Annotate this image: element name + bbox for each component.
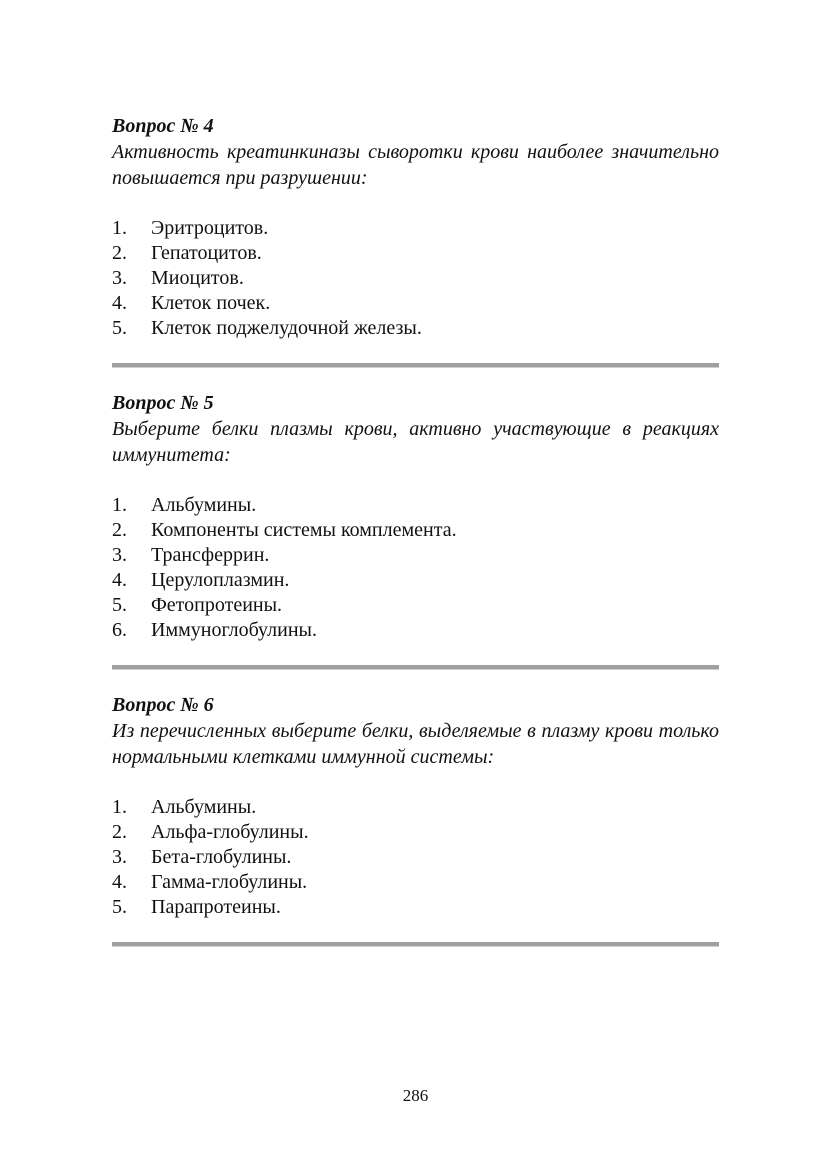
option-text: Церулоплазмин. (151, 569, 290, 591)
answer-options (112, 493, 719, 643)
page-number: 286 (402, 1086, 429, 1105)
option-number: 3. (112, 267, 127, 289)
option-text: Альбумины. (151, 796, 257, 818)
answer-options (112, 216, 719, 341)
option-text: Гепатоцитов. (151, 242, 262, 264)
option-text: Миоцитов. (151, 267, 244, 289)
option-number: 5. (112, 317, 127, 339)
section-divider (112, 665, 719, 670)
option-number: 4. (112, 871, 127, 893)
section-divider (112, 942, 719, 947)
answer-option (112, 291, 719, 316)
question-title: Вопрос № 6 (112, 694, 214, 716)
question-title: Вопрос № 4 (112, 115, 214, 137)
option-number: 5. (112, 594, 127, 616)
option-number: 2. (112, 242, 127, 264)
option-text: Клеток почек. (151, 292, 271, 314)
answer-option (112, 795, 719, 820)
question-text: Из перечисленных выберите белки, выделяемые в плазму крови только нормальными клетками иммунной системы: (112, 720, 719, 768)
answer-option (112, 593, 719, 618)
answer-option (112, 518, 719, 543)
option-text: Компоненты системы комплемента. (151, 519, 457, 541)
option-text: Клеток поджелудочной железы. (151, 317, 422, 339)
answer-option (112, 316, 719, 341)
answer-option (112, 845, 719, 870)
option-text: Парапротеины. (151, 896, 281, 918)
question-5 (112, 390, 719, 643)
answer-option (112, 543, 719, 568)
option-text: Трансферрин. (151, 544, 270, 566)
question-4 (112, 113, 719, 341)
question-6 (112, 692, 719, 920)
option-text: Альбумины. (151, 494, 257, 516)
section-divider (112, 363, 719, 368)
answer-option (112, 895, 719, 920)
answer-option (112, 568, 719, 593)
option-number: 4. (112, 569, 127, 591)
option-number: 6. (112, 619, 127, 641)
option-number: 2. (112, 519, 127, 541)
answer-option (112, 870, 719, 895)
option-text: Гамма-глобулины. (151, 871, 308, 893)
option-text: Фетопротеины. (151, 594, 283, 616)
option-text: Бета-глобулины. (151, 846, 292, 868)
option-text: Иммуноглобулины. (151, 619, 317, 641)
page-content (112, 113, 719, 969)
question-text: Выберите белки плазмы крови, активно участвующие в реакциях иммунитета: (112, 418, 719, 466)
answer-option (112, 266, 719, 291)
question-title: Вопрос № 5 (112, 392, 214, 414)
answer-option (112, 820, 719, 845)
option-number: 1. (112, 494, 127, 516)
option-number: 1. (112, 217, 127, 239)
option-number: 4. (112, 292, 127, 314)
answer-option (112, 618, 719, 643)
answer-option (112, 493, 719, 518)
option-number: 3. (112, 544, 127, 566)
option-number: 5. (112, 896, 127, 918)
option-number: 2. (112, 821, 127, 843)
answer-option (112, 216, 719, 241)
option-number: 3. (112, 846, 127, 868)
question-text: Активность креатинкиназы сыворотки крови наиболее значительно повышается при разрушении: (112, 141, 719, 189)
option-number: 1. (112, 796, 127, 818)
option-text: Альфа-глобулины. (151, 821, 309, 843)
answer-options (112, 795, 719, 920)
option-text: Эритроцитов. (151, 217, 269, 239)
answer-option (112, 241, 719, 266)
